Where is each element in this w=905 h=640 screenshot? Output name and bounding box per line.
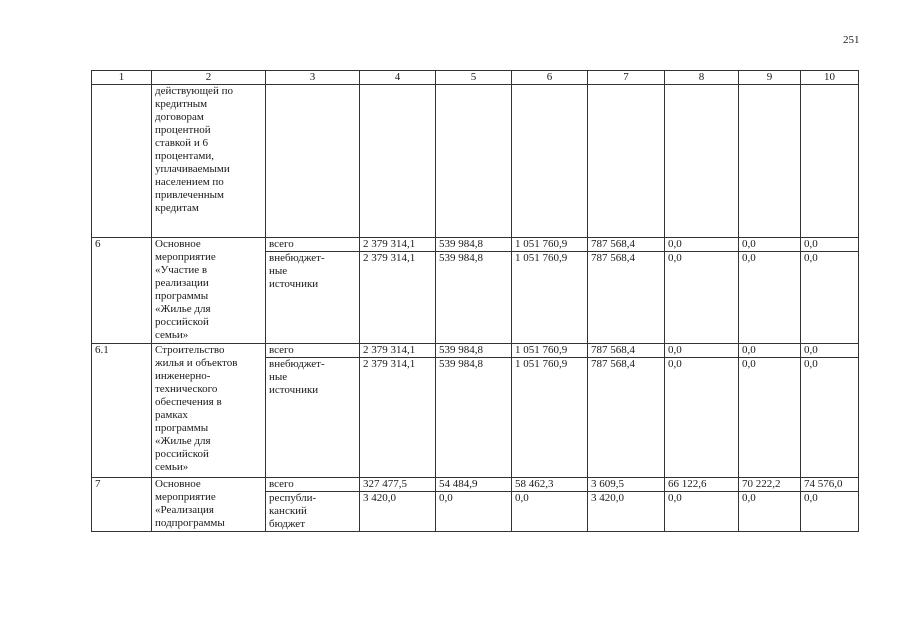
cell-value: 539 984,8 xyxy=(436,358,512,478)
cell-value: 0,0 xyxy=(665,238,739,252)
cell-num xyxy=(92,85,152,238)
cell-name: Основное мероприятие «Участие в реализации программы «Жилье для российской семьи» xyxy=(152,238,266,344)
cell-value: 3 609,5 xyxy=(588,478,665,492)
continuation-row xyxy=(92,85,859,238)
column-header: 2 xyxy=(152,71,266,85)
cell-value: 70 222,2 xyxy=(739,478,801,492)
cell-value: 539 984,8 xyxy=(436,252,512,344)
cell-value: 787 568,4 xyxy=(588,252,665,344)
cell-value: 2 379 314,1 xyxy=(360,358,436,478)
cell-value xyxy=(436,85,512,238)
cell-value: 0,0 xyxy=(512,492,588,532)
column-header: 4 xyxy=(360,71,436,85)
cell-value: 66 122,6 xyxy=(665,478,739,492)
cell-value: 0,0 xyxy=(739,344,801,358)
cell-value: 0,0 xyxy=(665,252,739,344)
cell-value: 0,0 xyxy=(801,238,859,252)
cell-value: 3 420,0 xyxy=(360,492,436,532)
column-header: 5 xyxy=(436,71,512,85)
cell-value: 0,0 xyxy=(436,492,512,532)
column-header: 3 xyxy=(266,71,360,85)
cell-source: всего xyxy=(266,238,360,252)
cell-name: Строительство жилья и объектов инженерно- технического обеспечения в рамках программы «Жилье для российской семьи» xyxy=(152,344,266,478)
cell-source: республи- канский бюджет xyxy=(266,492,360,532)
cell-value: 0,0 xyxy=(739,358,801,478)
cell-value: 0,0 xyxy=(665,492,739,532)
column-header: 10 xyxy=(801,71,859,85)
cell-value: 787 568,4 xyxy=(588,238,665,252)
cell-num: 6 xyxy=(92,238,152,344)
column-header: 7 xyxy=(588,71,665,85)
cell-value xyxy=(588,85,665,238)
cell-value: 0,0 xyxy=(801,252,859,344)
cell-value: 787 568,4 xyxy=(588,358,665,478)
cell-value: 787 568,4 xyxy=(588,344,665,358)
cell-num: 7 xyxy=(92,478,152,532)
cell-value: 2 379 314,1 xyxy=(360,344,436,358)
table-row xyxy=(92,238,859,252)
cell-value: 2 379 314,1 xyxy=(360,238,436,252)
column-header: 1 xyxy=(92,71,152,85)
cell-value: 0,0 xyxy=(739,238,801,252)
cell-value: 58 462,3 xyxy=(512,478,588,492)
cell-value xyxy=(665,85,739,238)
cell-value: 1 051 760,9 xyxy=(512,358,588,478)
cell-value: 74 576,0 xyxy=(801,478,859,492)
cell-source: внебюджет- ные источники xyxy=(266,252,360,344)
page-number: 251 xyxy=(843,34,860,46)
column-number-row xyxy=(92,71,859,85)
column-header: 9 xyxy=(739,71,801,85)
cell-value: 0,0 xyxy=(665,358,739,478)
cell-value: 2 379 314,1 xyxy=(360,252,436,344)
column-header: 8 xyxy=(665,71,739,85)
table-row xyxy=(92,344,859,358)
cell-value xyxy=(360,85,436,238)
cell-source: внебюджет- ные источники xyxy=(266,358,360,478)
column-header: 6 xyxy=(512,71,588,85)
cell-value: 1 051 760,9 xyxy=(512,238,588,252)
cell-source xyxy=(266,85,360,238)
cell-value xyxy=(512,85,588,238)
cell-source: всего xyxy=(266,344,360,358)
cell-value: 1 051 760,9 xyxy=(512,344,588,358)
cell-value: 54 484,9 xyxy=(436,478,512,492)
table-row xyxy=(92,478,859,492)
cell-value xyxy=(801,85,859,238)
cell-num: 6.1 xyxy=(92,344,152,478)
cell-value: 0,0 xyxy=(739,252,801,344)
cell-value: 3 420,0 xyxy=(588,492,665,532)
cell-value: 0,0 xyxy=(665,344,739,358)
cell-name: Основное мероприятие «Реализация подпрограммы xyxy=(152,478,266,532)
cell-value xyxy=(739,85,801,238)
cell-value: 0,0 xyxy=(739,492,801,532)
cell-name: действующей по кредитным договорам процентной ставкой и 6 процентами, уплачиваемыми населением по привлеченным кредитам xyxy=(152,85,266,238)
cell-value: 539 984,8 xyxy=(436,238,512,252)
cell-value: 539 984,8 xyxy=(436,344,512,358)
cell-value: 0,0 xyxy=(801,492,859,532)
cell-value: 0,0 xyxy=(801,344,859,358)
cell-source: всего xyxy=(266,478,360,492)
cell-value: 327 477,5 xyxy=(360,478,436,492)
cell-value: 1 051 760,9 xyxy=(512,252,588,344)
budget-table xyxy=(91,70,859,532)
cell-value: 0,0 xyxy=(801,358,859,478)
